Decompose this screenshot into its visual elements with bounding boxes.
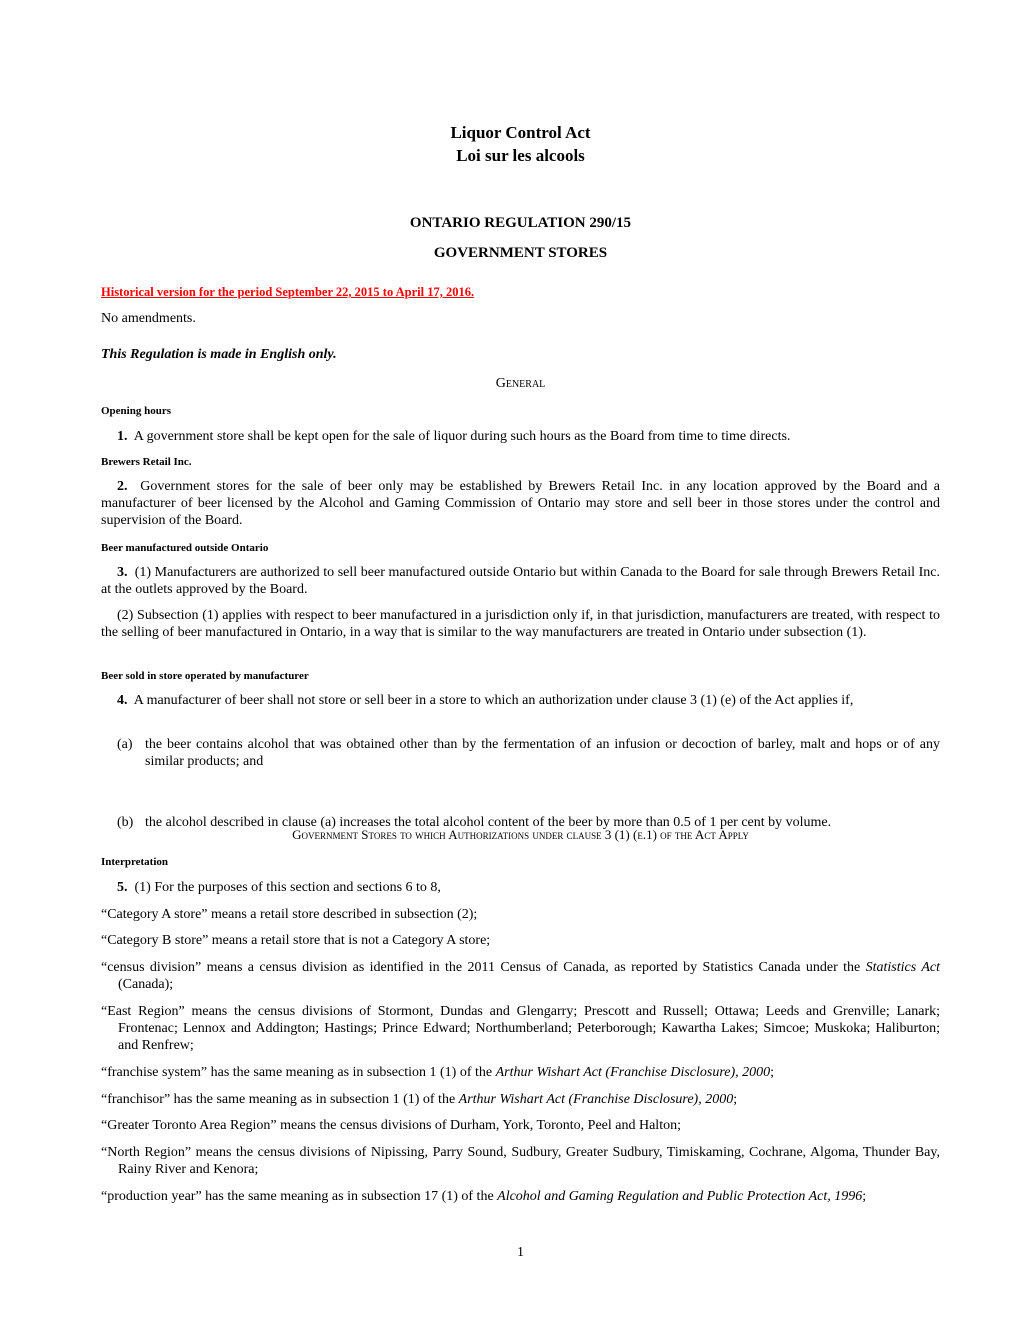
act-title-fr: Loi sur les alcools: [456, 146, 585, 165]
marginal-note-interpretation: Interpretation: [101, 856, 169, 868]
definition-east-region: “East Region” means the census divisions of Stormont, Dundas and Glengarry; Prescott and Russell; Ottawa; Leeds and Grenville; Lanark; Frontenac; Lennox and Addington; Hastings; Prince Edward; Northumberland; Peterborough; Kawartha Lakes; Simcoe; Muskoka; Haliburton; and Renfrew;: [101, 1004, 940, 1053]
regulation-title: GOVERNMENT STORES: [433, 245, 608, 261]
clause-label: (a): [117, 737, 133, 752]
statute-reference: Arthur Wishart Act (Franchise Disclosure), 2000: [458, 1092, 734, 1107]
section-text: A government store shall be kept open for the sale of liquor during such hours as the Board from time to time directs.: [133, 429, 791, 444]
definition-category-a-store: “Category A store” means a retail store described in subsection (2);: [101, 907, 478, 922]
marginal-note-beer-outside-ontario: Beer manufactured outside Ontario: [101, 542, 269, 554]
section-number: 4.: [117, 693, 128, 708]
section-number: 1.: [117, 429, 128, 444]
heading-government-stores: Government Stores to which Authorizations under clause 3 (1) (e.1) of the Act Apply: [292, 827, 749, 842]
heading-general: General: [495, 376, 546, 391]
page-number: 1: [517, 1245, 524, 1260]
definition-category-b-store: “Category B store” means a retail store that is not a Category A store;: [101, 933, 491, 948]
section-5-subsection-1: [101, 879, 940, 896]
marginal-note-opening-hours: Opening hours: [101, 405, 171, 417]
clause-text: the beer contains alcohol that was obtained other than by the fermentation of an infusion or decoction of barley, malt and hops or of any similar products; and: [145, 737, 940, 769]
definition-production-year: [101, 1188, 940, 1205]
definition-north-region: “North Region” means the census divisions of Nipissing, Parry Sound, Sudbury, Greater Sudbury, Timiskaming, Cochrane, Algoma, Thunder Bay, Rainy River and Kenora;: [101, 1145, 940, 1177]
marginal-note-brewers-retail: Brewers Retail Inc.: [101, 456, 192, 468]
section-4: [101, 692, 940, 709]
definition-text: “franchisor” has the same meaning as in subsection 1 (1) of the: [101, 1092, 459, 1107]
definition-gta-region: “Greater Toronto Area Region” means the census divisions of Durham, York, Toronto, Peel and Halton;: [101, 1118, 681, 1133]
document-page: [101, 0, 940, 1320]
clause-label: (b): [117, 815, 134, 830]
definition-text: (Canada);: [118, 977, 174, 992]
definition-census-division: [101, 959, 940, 993]
section-text: (1) For the purposes of this section and sections 6 to 8,: [134, 880, 441, 895]
act-title-en: Liquor Control Act: [450, 123, 591, 142]
section-text: Government stores for the sale of beer only may be established by Brewers Retail Inc. in any location approved by the Board and a manufacturer of beer licensed by the Alcohol and Gaming Commission of Ontario may store and sell beer in those stores under the control and supervision of the Board.: [101, 479, 941, 528]
section-text: (1) Manufacturers are authorized to sell beer manufactured outside Ontario but within Canada to the Board for sale through Brewers Retail Inc. at the outlets approved by the Board.: [101, 565, 940, 597]
clause-a: [101, 736, 940, 770]
section-3-subsection-2: (2) Subsection (1) applies with respect to beer manufactured in a jurisdiction only if, in that jurisdiction, manufacturers are treated, with respect to the selling of beer manufactured in Ontario, in a way that is similar to the way manufacturers are treated in Ontario under subsection (1).: [101, 608, 940, 640]
section-number: 5.: [117, 880, 128, 895]
definition-text: ;: [862, 1189, 867, 1204]
clause-text: the alcohol described in clause (a) increases the total alcohol content of the beer by more than 0.5 of 1 per cent by volume.: [145, 815, 832, 830]
definition-text: “production year” has the same meaning as in subsection 17 (1) of the: [101, 1189, 498, 1204]
section-3-subsection-1: [101, 564, 940, 598]
statute-reference: Alcohol and Gaming Regulation and Public Protection Act, 1996: [497, 1189, 863, 1204]
section-1: [101, 428, 940, 445]
definition-franchisor: [101, 1091, 940, 1108]
regulation-number: ONTARIO REGULATION 290/15: [409, 215, 632, 231]
definition-text: “census division” means a census division as identified in the 2011 Census of Canada, as reported by Statistics Canada under the: [101, 960, 866, 975]
statute-reference: Statistics Act: [865, 960, 940, 975]
statute-reference: Arthur Wishart Act (Franchise Disclosure), 2000: [495, 1065, 771, 1080]
definition-franchise-system: [101, 1064, 940, 1081]
historical-version-link[interactable]: Historical version for the period September 22, 2015 to April 17, 2016.: [101, 285, 475, 299]
definition-text: ;: [770, 1065, 775, 1080]
amendments-note: No amendments.: [101, 311, 196, 326]
definition-text: ;: [733, 1092, 738, 1107]
section-text: A manufacturer of beer shall not store or sell beer in a store to which an authorization under clause 3 (1) (e) of the Act applies if,: [133, 693, 854, 708]
marginal-note-beer-sold-by-manufacturer: Beer sold in store operated by manufacturer: [101, 670, 309, 682]
language-note: This Regulation is made in English only.: [101, 347, 337, 362]
section-2: [101, 478, 940, 529]
historical-notice-wrap: [101, 283, 940, 301]
definition-text: “franchise system” has the same meaning as in subsection 1 (1) of the: [101, 1065, 496, 1080]
section-number: 3.: [117, 565, 128, 580]
section-number: 2.: [117, 479, 128, 494]
